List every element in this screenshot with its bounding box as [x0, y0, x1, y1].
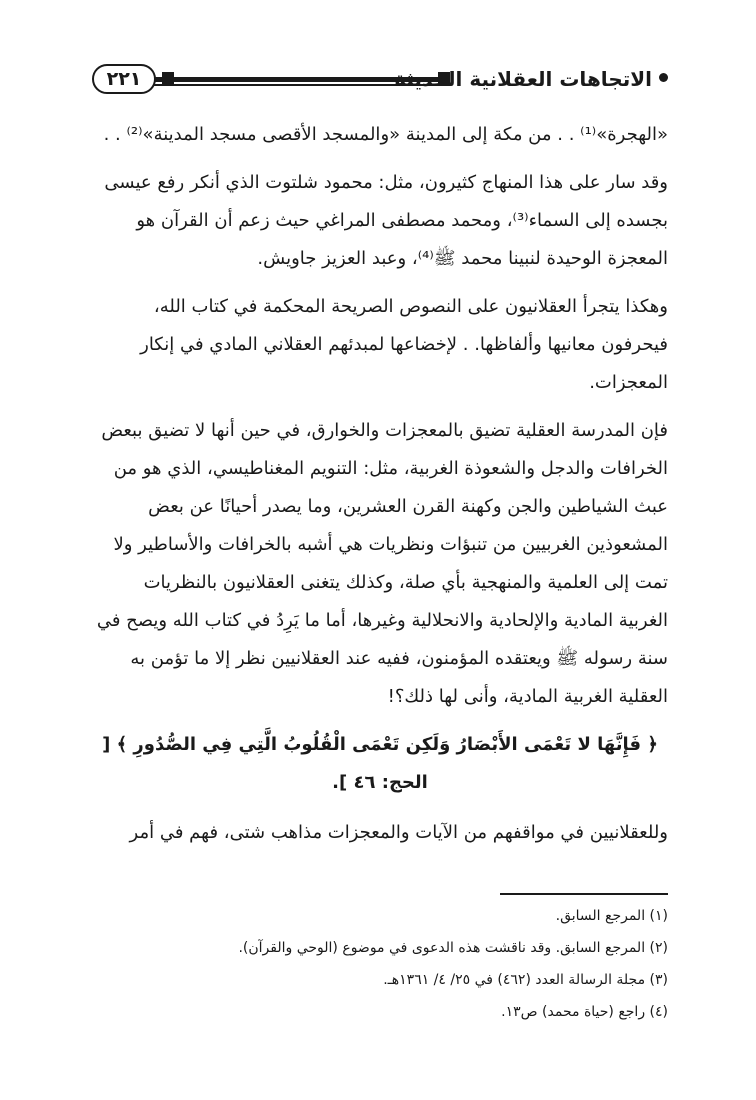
- running-header: [92, 62, 668, 102]
- running-title: الاتجاهات العقلانية الحديثة: [394, 67, 652, 91]
- paragraph-continuation: وللعقلانيين في مواقفهم من الآيات والمعجزات مذاهب شتى، فهم في أمر: [129, 822, 668, 843]
- paragraph-distortion: وهكذا يتجرأ العقلانيون على النصوص الصريحة المحكمة في كتاب الله، فيحرفون معانيها وألفاظها. . لإخضاعها لمبدئهم العقلاني المادي في إنكار المعجزات.: [140, 296, 668, 393]
- quran-verse: ﴿ فَإِنَّهَا لا تَعْمَى الأَبْصَارُ وَلَكِن تَعْمَى الْقُلُوبُ الَّتِي فِي الصُّدُورِ ﴾ [ الحج: ٤٦ ].: [102, 734, 658, 793]
- bullet-icon: [659, 73, 668, 82]
- main-text: [92, 116, 668, 862]
- footnote-1: (١) المرجع السابق.: [555, 908, 668, 924]
- paragraph-rational-school: فإن المدرسة العقلية تضيق بالمعجزات والخوارق، في حين أنها لا تضيق ببعض الخرافات والدجل والشعوذة الغربية، مثل: التنويم المغناطيسي، الذي هو من عبث الشياطين والجن وكهنة القرن العشرين، وما يصدر أحيانًا عن بعض المشعوذين الغربيين من تنبؤات ونظريات هي أشبه بالخرافات والأساطير ولا تمت إلى العلمية والمنهجية بأي صلة، وكذلك يتغنى العقلانيون بالنظريات الغربية المادية والإلحادية والانحلالية وغيرها، أما ما يَرِدُ في كتاب الله ويصح في سنة رسوله ﷺ ويعتقده المؤمنون، ففيه عند العقلانيين نظر إلا ما تؤمن به العقلية الغربية المادية، وأنى لها ذلك؟!: [96, 420, 668, 707]
- footnote-2: (٢) المرجع السابق. وقد ناقشت هذه الدعوى في موضوع (الوحي والقرآن).: [238, 940, 668, 956]
- paragraph-followers: وقد سار على هذا المنهاج كثيرون، مثل: محمود شلتوت الذي أنكر رفع عيسى بجسده إلى السماء⁽³⁾، ومحمد مصطفى المراغي حيث زعم أن القرآن هو المعجزة الوحيدة لنبينا محمد ﷺ⁽⁴⁾، وعبد العزيز جاويش.: [104, 172, 668, 269]
- footnotes: [92, 900, 668, 1028]
- rule-end-square-icon: [162, 72, 174, 86]
- paragraph-hijra: «الهجرة»⁽¹⁾ . . من مكة إلى المدينة «والمسجد الأقصى مسجد المدينة»⁽²⁾ . .: [103, 124, 668, 145]
- footnote-separator: [500, 893, 668, 895]
- footnote-3: (٣) مجلة الرسالة العدد (٤٦٢) في ٢٥/ ٤/ ١٣٦١هـ.: [383, 972, 668, 988]
- footnote-4: (٤) راجع (حياة محمد) ص١٣.: [501, 1004, 668, 1020]
- page-number: ٢٢١: [92, 64, 156, 94]
